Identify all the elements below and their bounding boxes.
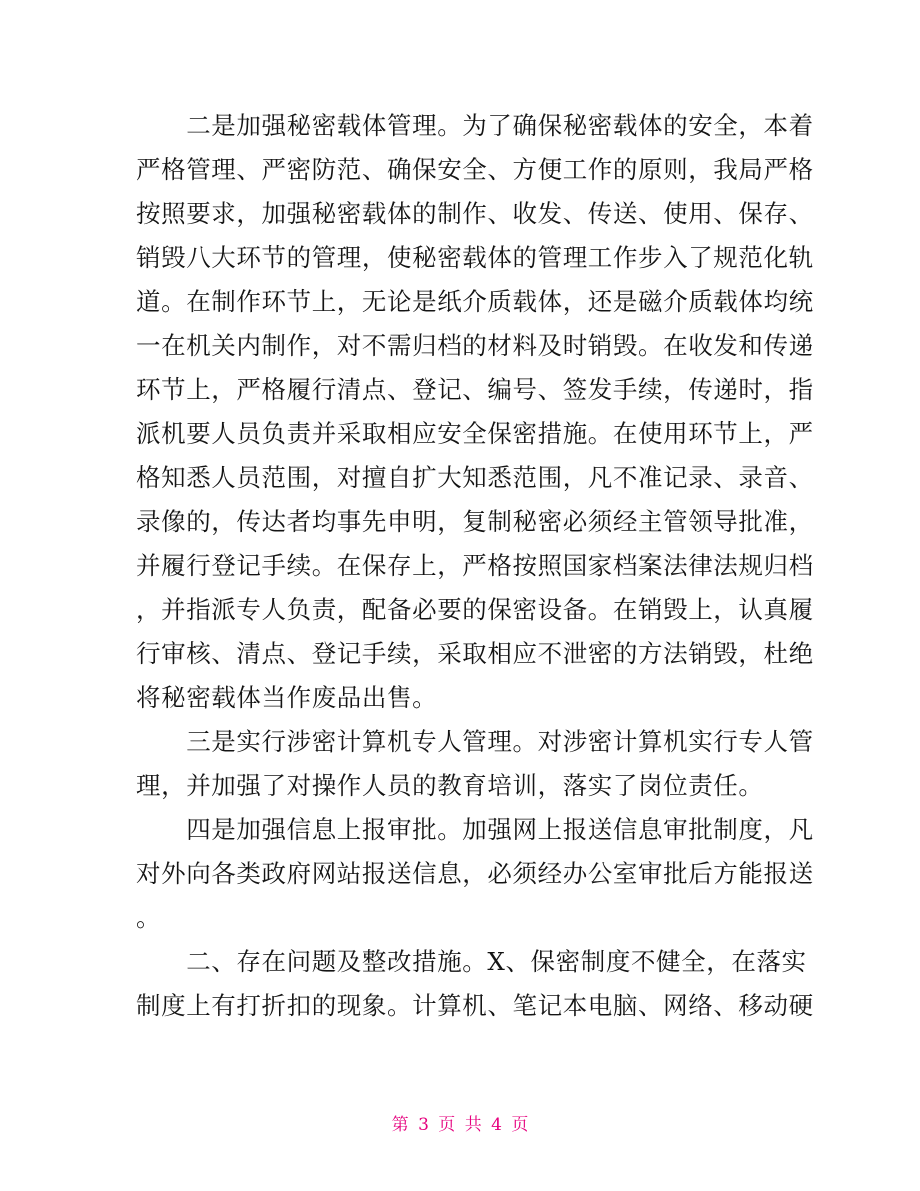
text-line: 将秘密载体当作废品出售。: [136, 683, 438, 712]
text-line: 按照要求，加强秘密载体的制作、收发、传送、使用、保存、: [136, 199, 814, 228]
text-line: 行审核、清点、登记手续，采取相应不泄密的方法销毁，杜绝: [136, 639, 814, 668]
text-line: 道。在制作环节上，无论是纸介质载体，还是磁介质载体均统: [136, 287, 814, 316]
document-body: [136, 104, 814, 1028]
text-line: 二、存在问题及整改措施。X、保密制度不健全，在落实: [136, 947, 807, 976]
text-line: 对外向各类政府网站报送信息，必须经办公室审批后方能报送: [136, 859, 814, 888]
page-number-footer: 第 3 页 共 4 页: [391, 1115, 529, 1135]
text-line: 四是加强信息上报审批。加强网上报送信息审批制度，凡: [136, 815, 814, 844]
text-line: 二是加强秘密载体管理。为了确保秘密载体的安全，本着: [136, 111, 814, 140]
text-line: 录像的，传达者均事先申明，复制秘密必须经主管领导批准，: [136, 507, 814, 536]
text-line: 。: [136, 903, 162, 932]
text-line: 销毁八大环节的管理，使秘密载体的管理工作步入了规范化轨: [136, 243, 814, 272]
text-line: 严格管理、严密防范、确保安全、方便工作的原则，我局严格: [136, 155, 814, 184]
text-line: 并履行登记手续。在保存上，严格按照国家档案法律法规归档: [136, 551, 814, 580]
text-line: ，并指派专人负责，配备必要的保密设备。在销毁上，认真履: [136, 595, 814, 624]
text-line: 一在机关内制作，对不需归档的材料及时销毁。在收发和传递: [136, 331, 814, 360]
text-line: 格知悉人员范围，对擅自扩大知悉范围，凡不准记录、录音、: [136, 463, 814, 492]
text-line: 制度上有打折扣的现象。计算机、笔记本电脑、网络、移动硬: [136, 991, 814, 1020]
text-line: 派机要人员负责并采取相应安全保密措施。在使用环节上，严: [136, 419, 814, 448]
text-line: 理，并加强了对操作人员的教育培训，落实了岗位责任。: [136, 771, 764, 800]
text-line: 环节上，严格履行清点、登记、编号、签发手续，传递时，指: [136, 375, 814, 404]
text-line: 三是实行涉密计算机专人管理。对涉密计算机实行专人管: [136, 727, 814, 756]
